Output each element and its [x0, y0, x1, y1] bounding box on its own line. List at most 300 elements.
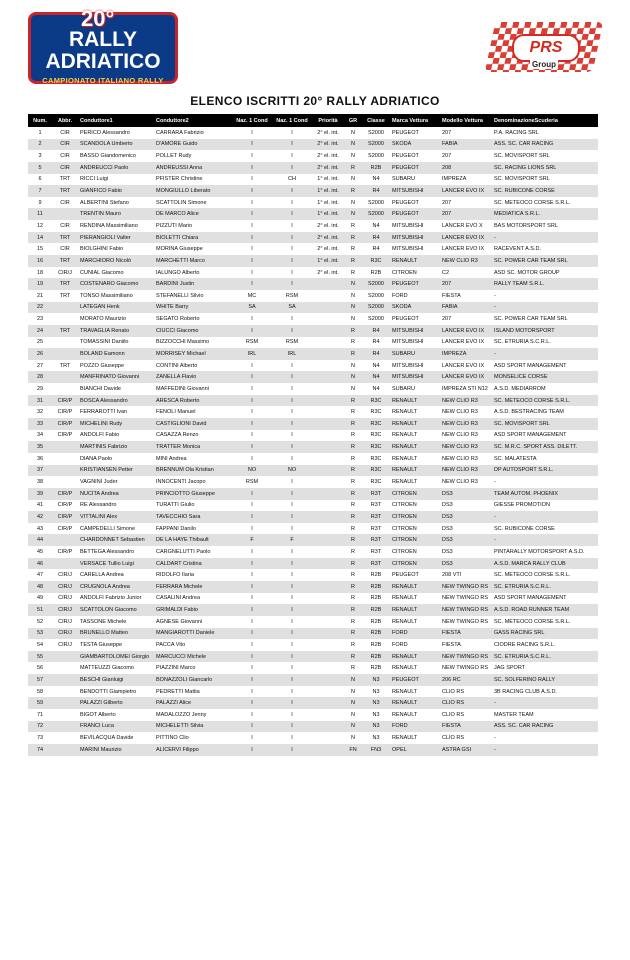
cell-nat-codriver: I — [291, 595, 293, 602]
cell-team: TEAM AUTOM. PHOENIX — [492, 488, 598, 500]
cell-codriver: ALICERVI Filippo — [154, 744, 232, 756]
cell-abbr — [52, 709, 78, 721]
cell-num: 49 — [36, 595, 44, 602]
cell-abbr: CIR — [60, 199, 70, 206]
cell-priority — [312, 488, 344, 500]
cell-class: R3T — [370, 548, 382, 555]
cell-codriver: CARRARA Fabrizio — [156, 129, 204, 136]
cell-driver: MARINI Maurizio — [78, 744, 154, 756]
cell-make: CITROEN — [390, 534, 440, 546]
cell-nat-codriver: I — [272, 628, 312, 640]
cell-num: 25 — [36, 339, 44, 346]
cell-priority — [312, 697, 344, 709]
cell-num: 71 — [36, 711, 44, 718]
cell-group: N — [344, 697, 362, 709]
cell-model: CLIO RS — [442, 711, 465, 718]
table-row — [28, 127, 598, 139]
cell-make: RENAULT — [390, 441, 440, 453]
cell-driver: MATTEUZZI Giacomo — [80, 665, 134, 672]
cell-abbr: CIR — [52, 139, 78, 151]
cell-group: N — [351, 362, 355, 369]
cell-model: DS3 — [442, 525, 453, 532]
cell-nat-codriver: F — [272, 534, 312, 546]
cell-class: N4 — [362, 371, 390, 383]
cell-model: LANCER EVO X — [442, 222, 483, 229]
cell-model: NEW CLIO R3 — [440, 255, 492, 267]
cell-group: R — [344, 534, 362, 546]
cell-driver: BENDOTTI Giampietro — [80, 688, 137, 695]
cell-codriver: CARGNELUTTI Paolo — [156, 548, 211, 555]
cell-make: PEUGEOT — [392, 572, 419, 579]
table-row — [28, 197, 598, 209]
cell-priority — [312, 674, 344, 686]
table-row — [28, 290, 598, 302]
cell-nat-driver: I — [251, 618, 253, 625]
cell-nat-driver: I — [232, 278, 272, 290]
cell-nat-driver: I — [251, 316, 253, 323]
cell-priority — [312, 604, 344, 616]
cell-make: CITROEN — [392, 548, 417, 555]
cell-team: RACEVENT A.S.D. — [494, 246, 541, 253]
cell-priority: 2° el. int. — [317, 222, 339, 229]
table-row — [28, 267, 598, 279]
cell-abbr — [52, 721, 78, 733]
cell-nat-codriver: I — [272, 744, 312, 756]
cell-codriver: CIUCCI Giacomo — [154, 325, 232, 337]
cell-group: R — [344, 348, 362, 360]
cell-model: 207 — [440, 208, 492, 220]
cell-codriver: GRIMALDI Fabio — [154, 604, 232, 616]
cell-make: FORD — [390, 721, 440, 733]
cell-team: SC. ETRURIA S.C.R.L. — [492, 581, 598, 593]
cell-make: MITSUBISHI — [390, 185, 440, 197]
table-row — [28, 150, 598, 162]
cell-num: 21 — [36, 292, 44, 299]
cell-num: 51 — [28, 604, 52, 616]
cell-make: PEUGEOT — [392, 199, 419, 206]
cell-make: CITROEN — [392, 269, 417, 276]
cell-abbr: TRT — [52, 278, 78, 290]
cell-nat-driver: I — [251, 432, 253, 439]
cell-nat-driver: MC — [247, 292, 257, 299]
cell-abbr — [52, 697, 78, 709]
cell-priority: 1° el. int. — [312, 208, 344, 220]
cell-priority — [312, 628, 344, 640]
cell-make: MITSUBISHI — [392, 339, 424, 346]
cell-model: IMPREZA — [442, 176, 467, 183]
cell-group: R — [351, 222, 355, 229]
cell-abbr — [52, 313, 78, 325]
cell-codriver: STEFANELLI Silvio — [156, 292, 204, 299]
cell-codriver: CONTINI Alberto — [156, 362, 198, 369]
cell-make: FORD — [392, 642, 408, 648]
cell-class: R3C — [362, 465, 390, 477]
cell-driver: MANFRINATO Giovanni — [78, 371, 154, 383]
cell-make: CITROEN — [390, 488, 440, 500]
cell-group: FN — [344, 744, 362, 756]
cell-class: S2000 — [362, 302, 390, 314]
cell-group: N — [344, 302, 362, 314]
cell-priority: 2° el. int. — [317, 129, 339, 136]
cell-group: R — [344, 395, 362, 407]
cell-nat-codriver: I — [291, 665, 293, 672]
logo-title: RALLY ADRIATICO — [45, 28, 161, 73]
cell-priority: 1° el. int. — [317, 176, 339, 183]
cell-nat-codriver: I — [272, 651, 312, 663]
cell-abbr: CIR/P — [57, 432, 73, 439]
cell-team: - — [492, 744, 598, 756]
cell-codriver: SCATTOLIN Simone — [156, 199, 207, 206]
cell-make: RENAULT — [392, 409, 418, 416]
cell-abbr — [52, 465, 78, 477]
cell-nat-driver: I — [251, 246, 253, 253]
cell-model: CLIO RS — [440, 697, 492, 709]
cell-priority: 2° el. int. — [312, 232, 344, 244]
cell-team: SC. RACING LIONS SRL — [492, 162, 598, 174]
cell-num: 28 — [28, 371, 52, 383]
cell-driver: MICHELINI Rudy — [78, 418, 154, 430]
cell-num: 12 — [36, 222, 44, 229]
column-header-nat-codriver: Naz. 1 Cond — [272, 114, 312, 127]
cell-codriver: PIAZZINI Marco — [156, 665, 196, 672]
cell-nat-codriver: I — [291, 269, 293, 276]
table-row — [28, 418, 598, 430]
cell-abbr: TRT — [52, 255, 78, 267]
cell-nat-codriver: I — [272, 139, 312, 151]
cell-priority — [312, 511, 344, 523]
cell-class: N3 — [362, 721, 390, 733]
cell-nat-driver: I — [251, 688, 253, 695]
cell-make: PEUGEOT — [390, 162, 440, 174]
cell-nat-driver: I — [232, 255, 272, 267]
cell-driver: TOMASSINI Daniilo — [80, 339, 129, 346]
cell-nat-driver: I — [251, 642, 253, 648]
cell-class: S2000 — [368, 199, 384, 206]
cell-class: R2B — [370, 595, 382, 602]
cell-abbr: CIR/J — [58, 642, 72, 648]
cell-nat-codriver: I — [291, 199, 293, 206]
cell-num: 55 — [28, 651, 52, 663]
table-row — [28, 139, 598, 151]
cell-abbr: CIR — [60, 129, 70, 136]
cell-team: ASD SPORT MANAGEMENT — [494, 432, 567, 439]
cell-class: S2000 — [368, 316, 384, 323]
cell-model: DS3 — [442, 502, 453, 509]
cell-class: R3C — [370, 479, 382, 486]
cell-make: MITSUBISHI — [392, 362, 424, 369]
cell-class: N3 — [372, 711, 380, 718]
cell-nat-codriver: I — [291, 642, 293, 648]
cell-nat-codriver: I — [291, 525, 293, 532]
cell-num: 59 — [28, 697, 52, 709]
cell-abbr: CIR/J — [52, 604, 78, 616]
cell-team: - — [492, 511, 598, 523]
cell-group: N — [344, 139, 362, 151]
cell-driver: COSTENARO Giacomo — [78, 278, 154, 290]
cell-class: R3T — [362, 534, 390, 546]
cell-nat-codriver: I — [291, 455, 293, 462]
cell-priority — [312, 430, 344, 442]
cell-model: 207 — [442, 316, 452, 323]
table-row — [28, 604, 598, 616]
cell-group: N — [344, 721, 362, 733]
table-row — [28, 558, 598, 570]
cell-model: FABIA — [440, 302, 492, 314]
cell-abbr: TRT — [52, 185, 78, 197]
table-row — [28, 732, 598, 744]
cell-abbr — [52, 371, 78, 383]
cell-team: PINTARALLY MOTORSPORT A.S.D. — [494, 548, 585, 555]
cell-codriver: BIZZOCCHI Massimo — [156, 339, 210, 346]
cell-priority — [312, 395, 344, 407]
cell-group: R — [344, 465, 362, 477]
column-header-nat-driver: Naz. 1 Cond — [232, 114, 272, 127]
cell-num: 31 — [28, 395, 52, 407]
cell-codriver: MAFFEDINI Giovanni — [156, 385, 209, 392]
cell-nat-codriver: I — [272, 697, 312, 709]
cell-group: N — [351, 153, 355, 160]
cell-make: CITROEN — [390, 511, 440, 523]
cell-codriver: PRINCIOTTO Giuseppe — [154, 488, 232, 500]
cell-priority — [312, 360, 344, 372]
cell-class: R2B — [370, 572, 382, 579]
cell-driver: TASSONE Michele — [80, 618, 127, 625]
cell-codriver: DE MARCO Alice — [154, 208, 232, 220]
cell-num: 1 — [38, 129, 42, 136]
column-header-team: DenominazioneScuderia — [492, 114, 598, 127]
cell-codriver: MARCHETTI Marco — [154, 255, 232, 267]
cell-num: 14 — [28, 232, 52, 244]
cell-nat-driver: I — [251, 222, 253, 229]
cell-nat-driver: I — [251, 711, 253, 718]
cell-codriver: CASAZZA Renzo — [156, 432, 199, 439]
cell-nat-codriver: NO — [272, 465, 312, 477]
cell-group: R — [351, 525, 355, 532]
cell-model: NEW CLIO R3 — [440, 418, 492, 430]
cell-make: PEUGEOT — [392, 316, 419, 323]
table-row — [28, 569, 598, 581]
cell-priority — [312, 721, 344, 733]
table-row — [28, 430, 598, 442]
cell-codriver: MANGIAROTTI Daniele — [154, 628, 232, 640]
cell-num: 47 — [36, 572, 44, 579]
column-header-codriver: Conduttore2 — [154, 114, 232, 127]
table-row — [28, 628, 598, 640]
cell-driver: CHARDONNET Sebastien — [78, 534, 154, 546]
cell-nat-codriver: I — [272, 395, 312, 407]
cell-nat-driver: I — [232, 185, 272, 197]
cell-make: RENAULT — [390, 465, 440, 477]
cell-group: N — [344, 278, 362, 290]
cell-class: R3C — [370, 409, 382, 416]
cell-group: R — [344, 162, 362, 174]
cell-model: 207 — [442, 199, 452, 206]
cell-nat-driver: F — [232, 534, 272, 546]
cell-num: 39 — [28, 488, 52, 500]
cell-make: RENAULT — [390, 581, 440, 593]
cell-driver: FERRAROTTI Ivan — [80, 409, 128, 416]
cell-codriver: SEGATO Roberto — [156, 316, 200, 323]
cell-priority: 2° el. int. — [312, 162, 344, 174]
table-header — [28, 114, 598, 127]
cell-nat-driver: SA — [232, 302, 272, 314]
table-row — [28, 313, 598, 325]
cell-class: N4 — [372, 176, 380, 183]
table-body — [28, 127, 598, 756]
cell-team: SC. RUBICONE CORSE — [492, 185, 598, 197]
cell-nat-codriver: I — [272, 441, 312, 453]
column-header-driver: Conduttore1 — [78, 114, 154, 127]
cell-team: GASS RACING SRL — [492, 628, 598, 640]
cell-priority — [312, 278, 344, 290]
cell-team: BAS MOTORSPORT SRL — [494, 222, 558, 229]
cell-codriver: DE LA HAYE Thibault — [154, 534, 232, 546]
cell-driver: BOLAND Eamonn — [78, 348, 154, 360]
cell-group: R — [344, 511, 362, 523]
cell-num: 7 — [28, 185, 52, 197]
cell-priority — [312, 662, 344, 674]
cell-nat-driver: I — [251, 735, 253, 742]
cell-class: R2B — [362, 162, 390, 174]
cell-nat-codriver: I — [291, 618, 293, 625]
cell-abbr: CIR/J — [58, 269, 72, 276]
cell-class: R4 — [362, 325, 390, 337]
cell-abbr — [52, 348, 78, 360]
cell-driver: VAGNINI Juder — [80, 479, 118, 486]
cell-nat-driver: I — [251, 129, 253, 136]
cell-nat-driver: I — [251, 665, 253, 672]
cell-make: SUBARU — [390, 348, 440, 360]
cell-nat-codriver: I — [291, 432, 293, 439]
cell-driver: DIANA Paolo — [80, 455, 113, 462]
cell-num: 53 — [28, 628, 52, 640]
cell-nat-codriver: I — [272, 721, 312, 733]
cell-make: MITSUBISHI — [392, 246, 424, 253]
table-row — [28, 534, 598, 546]
cell-nat-driver: I — [232, 418, 272, 430]
cell-num: 11 — [28, 208, 52, 220]
table-row — [28, 500, 598, 512]
column-header-make: Marca Vettura — [390, 114, 440, 127]
logo-subtitle: CAMPIONATO ITALIANO RALLY — [42, 76, 164, 85]
cell-driver: RICCI Luigi — [80, 176, 109, 183]
cell-make: RENAULT — [392, 688, 418, 695]
table-row — [28, 511, 598, 523]
cell-priority — [312, 732, 344, 744]
cell-nat-codriver: I — [272, 162, 312, 174]
cell-priority — [312, 325, 344, 337]
cell-class: R2B — [370, 269, 382, 276]
cell-make: RENAULT — [392, 455, 418, 462]
cell-driver: BIOLGHINI Fabio — [80, 246, 124, 253]
cell-num: 74 — [28, 744, 52, 756]
cell-num: 36 — [36, 455, 44, 462]
cell-codriver: MONGIULLO Liberato — [154, 185, 232, 197]
cell-codriver: RIDOLFO Ilaria — [156, 572, 194, 579]
cell-abbr: TRT — [59, 292, 71, 299]
cell-make: PEUGEOT — [390, 278, 440, 290]
cell-team: SC. MALATESTA — [494, 455, 537, 462]
table-row — [28, 232, 598, 244]
cell-class: R3C — [370, 432, 382, 439]
cell-make: CITROEN — [390, 558, 440, 570]
cell-model: NEW TWINGO RS — [440, 581, 492, 593]
table-row — [28, 523, 598, 535]
cell-model: DS3 — [440, 511, 492, 523]
cell-make: PEUGEOT — [392, 129, 419, 136]
cell-class: R4 — [362, 185, 390, 197]
table-row — [28, 325, 598, 337]
cell-abbr: CIR/J — [58, 595, 72, 602]
cell-abbr: CIR/P — [57, 502, 73, 509]
cell-abbr: CIR/J — [52, 581, 78, 593]
cell-team: - — [494, 735, 496, 742]
cell-team: SC. MOVISPORT SRL — [494, 153, 550, 160]
cell-team: - — [492, 348, 598, 360]
cell-nat-driver: I — [232, 651, 272, 663]
cell-make: PEUGEOT — [390, 208, 440, 220]
cell-make: PEUGEOT — [392, 153, 419, 160]
cell-group: N — [351, 176, 355, 183]
cell-team: SC. MOVISPORT SRL — [494, 176, 550, 183]
cell-class: R2B — [362, 604, 390, 616]
cell-model: LANCER EVO IX — [440, 325, 492, 337]
cell-codriver: MORINA Giuseppe — [156, 246, 203, 253]
cell-model: NEW TWINGO RS — [440, 604, 492, 616]
cell-codriver: ZANELLA Flavio — [154, 371, 232, 383]
cell-nat-driver: I — [232, 581, 272, 593]
cell-model: LANCER EVO IX — [442, 362, 485, 369]
cell-team: DP AUTOSPORT S.R.L. — [492, 465, 598, 477]
cell-driver: NUCITA Andrea — [78, 488, 154, 500]
cell-nat-codriver: I — [272, 511, 312, 523]
cell-codriver: TURATTI Giulio — [156, 502, 195, 509]
sponsor-sub: Group — [532, 60, 556, 69]
cell-priority — [312, 302, 344, 314]
cell-nat-driver: I — [232, 371, 272, 383]
table-row — [28, 488, 598, 500]
cell-team: - — [492, 697, 598, 709]
cell-nat-driver: I — [232, 721, 272, 733]
cell-group: N — [351, 129, 355, 136]
column-header-class: Classe — [362, 114, 390, 127]
cell-driver: PIERANGIOLI Valter — [78, 232, 154, 244]
cell-class: R3T — [362, 558, 390, 570]
cell-priority: 2° el. int. — [317, 153, 339, 160]
cell-nat-driver: I — [232, 628, 272, 640]
cell-model: NEW TWINGO RS — [442, 665, 489, 672]
cell-group: R — [351, 455, 355, 462]
cell-make: FORD — [392, 292, 408, 299]
cell-driver: CAMPEDELLI Simone — [80, 525, 136, 532]
cell-num: 58 — [36, 688, 44, 695]
cell-num: 46 — [28, 558, 52, 570]
cell-num: 44 — [28, 534, 52, 546]
table-row — [28, 651, 598, 663]
cell-team: SC. RUBICONE CORSE — [494, 525, 555, 532]
cell-class: R2B — [370, 665, 382, 672]
cell-num: 3 — [38, 153, 42, 160]
cell-codriver: FENOLI Manuel — [156, 409, 196, 416]
cell-driver: BOSCA Alessandro — [78, 395, 154, 407]
cell-class: R3T — [370, 525, 382, 532]
cell-codriver: PALAZZI Alice — [154, 697, 232, 709]
cell-codriver: PACCA Vito — [156, 642, 186, 648]
cell-nat-codriver: CH — [288, 176, 296, 183]
cell-nat-driver: I — [251, 455, 253, 462]
cell-group: N — [344, 208, 362, 220]
cell-group: R — [351, 479, 355, 486]
